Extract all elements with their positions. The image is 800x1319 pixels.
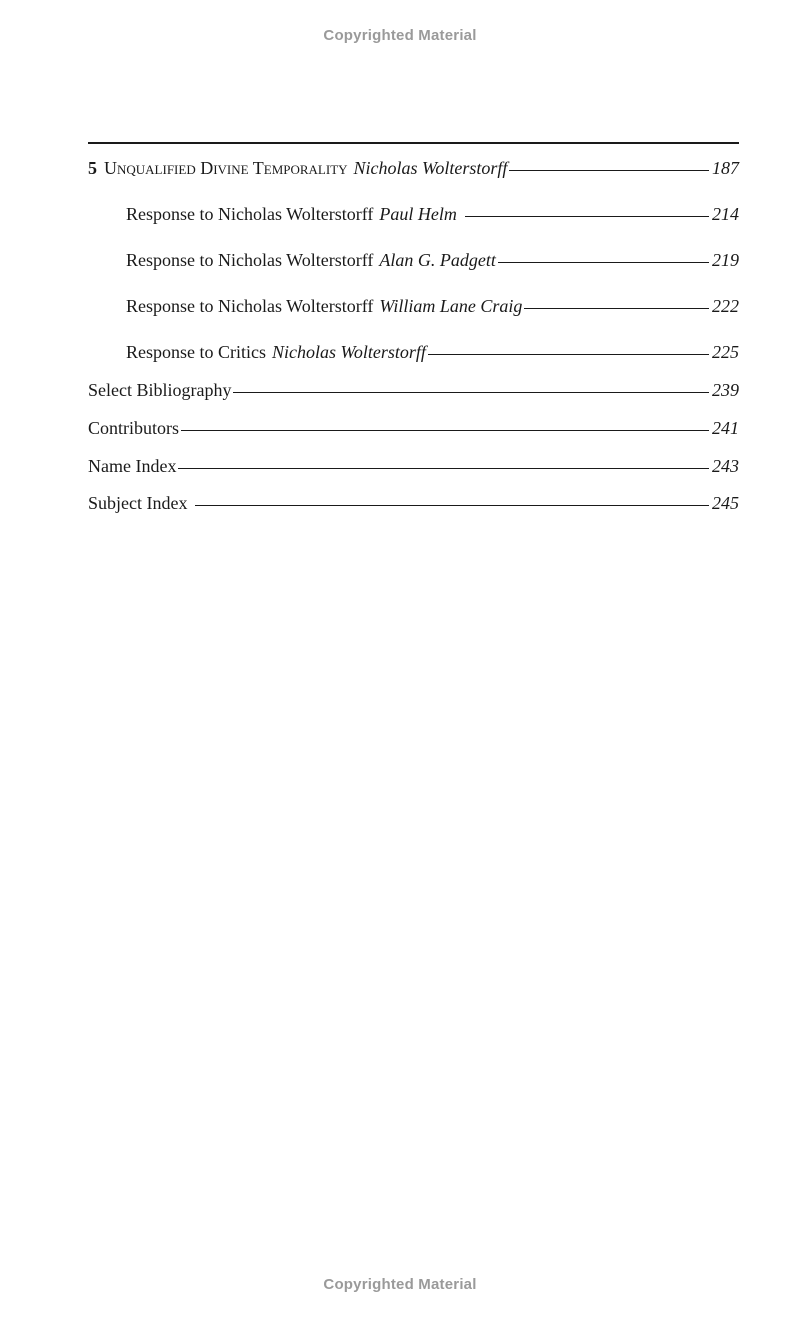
dot-leader — [181, 430, 709, 431]
page-number: 239 — [712, 380, 739, 400]
dot-leader — [498, 262, 709, 263]
entry-title: Subject Index — [88, 493, 188, 513]
entry-title: Response to Nicholas Wolterstorff — [126, 250, 374, 270]
entry-title: Response to Nicholas Wolterstorff — [126, 296, 374, 316]
entry-author: Paul Helm — [379, 204, 457, 224]
page-number: 187 — [712, 158, 739, 178]
page-number: 243 — [712, 456, 739, 476]
dot-leader — [524, 308, 709, 309]
entry-title: Response to Critics — [126, 342, 266, 362]
page-number: 214 — [712, 204, 739, 224]
entry-title: Response to Nicholas Wolterstorff — [126, 204, 374, 224]
toc-entry-response[interactable] — [126, 341, 739, 363]
dot-leader — [195, 505, 709, 506]
entry-title: Select Bibliography — [88, 380, 232, 400]
toc-entry-response[interactable] — [126, 295, 739, 317]
toc-entry-response[interactable] — [126, 203, 739, 225]
entry-author: Nicholas Wolterstorff — [272, 342, 426, 362]
page-number: 245 — [712, 493, 739, 513]
entry-author: William Lane Craig — [379, 296, 523, 316]
chapter-title: Unqualified Divine Temporality — [104, 158, 348, 178]
chapter-author: Nicholas Wolterstorff — [353, 158, 508, 178]
toc-entry-subject-index[interactable] — [88, 492, 739, 514]
dot-leader — [509, 170, 709, 171]
page-number: 219 — [712, 250, 739, 270]
entry-title: Name Index — [88, 456, 177, 476]
entry-author: Alan G. Padgett — [379, 250, 496, 270]
top-rule — [88, 142, 739, 144]
copyright-watermark-bottom: Copyrighted Material — [323, 1276, 477, 1293]
toc-entry-chapter-5[interactable] — [88, 157, 739, 179]
toc-entry-contributors[interactable] — [88, 417, 739, 439]
dot-leader — [428, 354, 709, 355]
page-number: 225 — [712, 342, 739, 362]
page-number: 241 — [712, 418, 739, 438]
chapter-number: 5 — [88, 158, 97, 178]
toc-entry-select-bibliography[interactable] — [88, 379, 739, 401]
dot-leader — [178, 468, 709, 469]
toc-entry-response[interactable] — [126, 249, 739, 271]
copyright-watermark-top: Copyrighted Material — [323, 27, 477, 44]
dot-leader — [233, 392, 709, 393]
toc-entry-name-index[interactable] — [88, 455, 739, 477]
dot-leader — [465, 216, 709, 217]
page-number: 222 — [712, 296, 739, 316]
entry-title: Contributors — [88, 418, 180, 438]
